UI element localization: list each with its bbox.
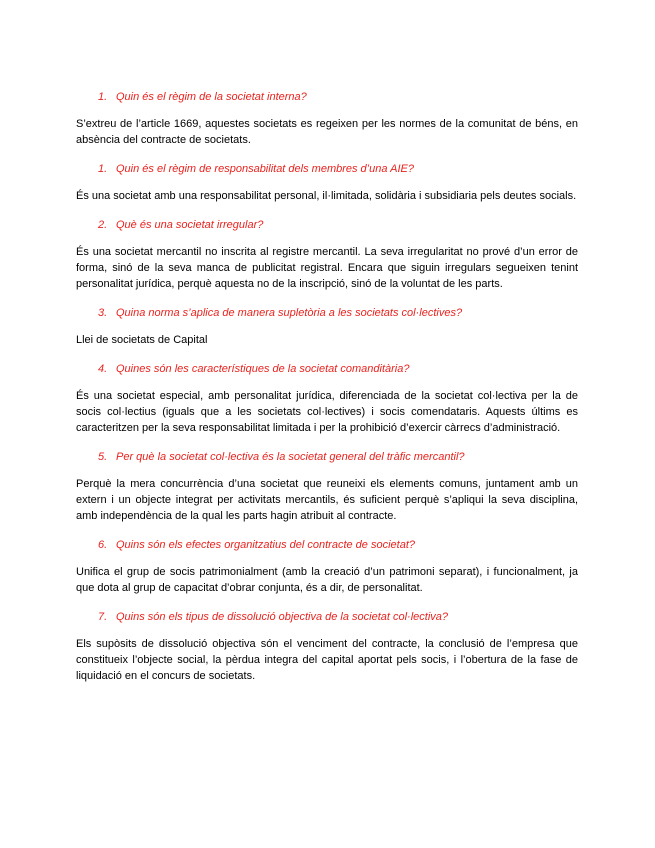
- answer-paragraph: És una societat especial, amb personalitat jurídica, diferenciada de la societat col·lectiva per la de socis col·lectius (iguals que a les societats col·lectives) i socis comendataris. Aquests últims es caracteritzen per la seva responsabilitat limitada i per la prohibició d’exercir càrrecs d’administració.: [76, 390, 578, 434]
- question-heading: [98, 538, 578, 552]
- qa-item-1: [76, 90, 578, 148]
- qa-item-3: [76, 218, 578, 292]
- question-number: 3.: [98, 307, 108, 319]
- question-number: 4.: [98, 363, 108, 375]
- question-number: 6.: [98, 539, 108, 551]
- question-heading: [98, 306, 578, 320]
- question-number: 1.: [98, 163, 108, 175]
- answer-paragraph: S’extreu de l’article 1669, aquestes societats es regeixen per les normes de la comunitat de béns, en absència del contracte de societats.: [76, 118, 578, 146]
- qa-item-8: [76, 610, 578, 684]
- qa-item-5: [76, 362, 578, 436]
- question-heading: [98, 90, 578, 104]
- answer-paragraph: És una societat mercantil no inscrita al registre mercantil. La seva irregularitat no prové d’un error de forma, sinó de la seva manca de publicitat registral. Encara que siguin irregulars segueixen tenint personalitat jurídica, perquè aquesta no de la inscripció, sinó de la voluntat de les parts.: [76, 246, 578, 290]
- answer-paragraph: Perquè la mera concurrència d’una societat que reuneixi els elements comuns, juntament amb un extern i un objecte integrat per activitats mercantils, és suficient perquè s’apliqui la seva disciplina, amb independència de la qual les parts hagin atribuit al contracte.: [76, 478, 578, 522]
- answer-paragraph: Llei de societats de Capital: [76, 334, 208, 346]
- question-text: Quin és el règim de la societat interna?: [116, 91, 307, 103]
- answer-paragraph: Els supòsits de dissolució objectiva són el venciment del contracte, la conclusió de l’empresa que constitueix l’objecte social, la pèrdua integra del capital aportat pels socis, i l’obertura de la fase de liquidació en el concurs de societats.: [76, 638, 578, 682]
- question-heading: [98, 218, 578, 232]
- answer-paragraph: És una societat amb una responsabilitat personal, il·limitada, solidària i subsidiaria pels deutes socials.: [76, 190, 577, 202]
- qa-item-6: [76, 450, 578, 524]
- answer-paragraph: Unifica el grup de socis patrimonialment (amb la creació d’un patrimoni separat), i funcionalment, ja que dota al grup de capacitat d’obrar conjunta, és a dir, de personalitat.: [76, 566, 578, 594]
- document-page: [76, 90, 578, 684]
- question-heading: [98, 362, 578, 376]
- qa-item-7: [76, 538, 578, 596]
- question-heading: [98, 610, 578, 624]
- question-heading: [98, 450, 578, 464]
- question-number: 5.: [98, 451, 108, 463]
- question-text: Quin és el règim de responsabilitat dels membres d’una AIE?: [116, 163, 414, 175]
- question-text: Quins són els tipus de dissolució objectiva de la societat col·lectiva?: [116, 611, 449, 623]
- question-number: 1.: [98, 91, 108, 103]
- qa-item-2: [76, 162, 578, 204]
- question-text: Quins són els efectes organitzatius del contracte de societat?: [116, 539, 416, 551]
- qa-item-4: [76, 306, 578, 348]
- question-heading: [98, 162, 578, 176]
- question-text: Quines són les característiques de la societat comanditària?: [116, 363, 410, 375]
- question-number: 2.: [98, 219, 108, 231]
- question-number: 7.: [98, 611, 108, 623]
- question-text: Què és una societat irregular?: [116, 219, 264, 231]
- question-text: Per què la societat col·lectiva és la societat general del tràfic mercantil?: [116, 451, 465, 463]
- question-text: Quina norma s’aplica de manera supletòria a les societats col·lectives?: [116, 307, 463, 319]
